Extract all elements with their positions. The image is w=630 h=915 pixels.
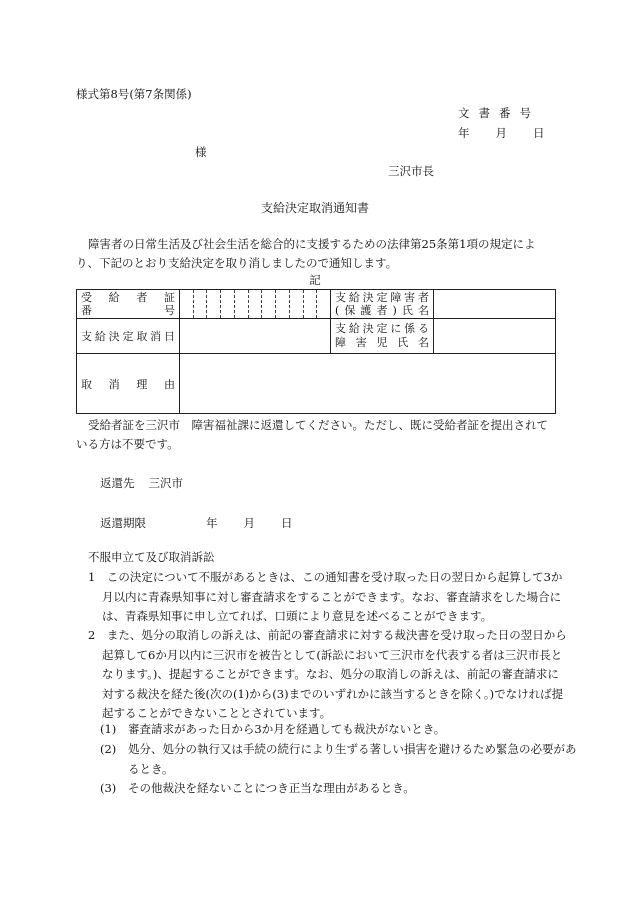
return-destination xyxy=(100,475,183,491)
sub-item-2-number: (2) xyxy=(100,742,117,756)
appeal-heading: 不服申立て及び取消訴訟 xyxy=(88,550,215,564)
disabled-name-label-line2: (保護者)氏名 xyxy=(335,304,429,317)
return-deadline-label: 返還期限 xyxy=(100,516,146,530)
return-destination-value: 三沢市 xyxy=(148,476,183,490)
child-name-label-line2: 障害児氏名 xyxy=(335,336,429,349)
issue-date-month: 月 xyxy=(495,126,507,140)
document-title: 支給決定取消通知書 xyxy=(260,201,369,215)
reason-label: 取 消 理 由 xyxy=(77,354,180,414)
sub-item-1-text: 審査請求があった日から3か月を経過しても裁決がないとき。 xyxy=(128,722,446,736)
sub-item-2-text: 処分、処分の執行又は手続の続行により生ずる著しい損害を避けるため緊急の必要があるとき。 xyxy=(128,742,577,776)
cert-label-line1: 受 給 者 証 xyxy=(81,291,175,304)
disabled-name-label-cell xyxy=(331,290,434,319)
addressee-suffix: 様 xyxy=(195,145,207,159)
form-number: 様式第8号(第7条関係) xyxy=(76,87,192,101)
sub-item-3-text: その他裁決を経ないことにつき正当な理由があるとき。 xyxy=(128,781,415,795)
return-destination-label: 返還先 xyxy=(100,476,135,490)
appeal-sub-item-1 xyxy=(100,720,584,740)
document-number-label: 文書番号 xyxy=(458,106,540,120)
child-name-label-cell xyxy=(331,319,434,354)
sub-item-1-number: (1) xyxy=(100,722,117,736)
cert-number-boxes xyxy=(180,290,330,318)
appeal-sub-item-3 xyxy=(100,779,584,799)
return-deadline-day: 日 xyxy=(281,516,293,530)
child-name-value xyxy=(434,319,556,354)
return-deadline-month: 月 xyxy=(243,516,255,530)
cancel-date-label: 支給決定取消日 xyxy=(77,319,180,354)
issuer: 三沢市長 xyxy=(388,164,434,178)
appeal-item-2: 2 また、処分の取消しの訴えは、前記の審査請求に対する裁決書を受け取った日の翌日から起算して6か月以内に三沢市を被告として(訴訟において三沢市を代表する者は三沢市長となります。)、提起することができます。なお、処分の取消しの訴えは、前記の審査請求に対する裁決を経た後(次の(1)から(3)までのいずれかに該当するときを除く。)でなければ提起することができないこととされています。 xyxy=(88,628,567,720)
return-note: 受給者証を三沢市 障害福祉課に返還してください。ただし、既に受給者証を提出されている方は不要です。 xyxy=(76,418,548,451)
issue-date xyxy=(458,125,545,141)
return-deadline-year: 年 xyxy=(206,516,218,530)
cancellation-table xyxy=(76,289,556,414)
ki-mark: 記 xyxy=(309,273,321,287)
sub-item-3-number: (3) xyxy=(100,781,117,795)
appeal-sub-item-2 xyxy=(100,740,584,779)
issue-date-day: 日 xyxy=(533,126,545,140)
reason-value xyxy=(180,354,556,414)
return-deadline xyxy=(100,515,293,531)
cancel-date-value xyxy=(180,319,331,354)
cert-number-label-cell xyxy=(77,290,180,319)
cert-label-line2: 番 号 xyxy=(81,304,175,317)
intro-paragraph: 障害者の日常生活及び社会生活を総合的に支援するための法律第25条第1項の規定により、下記のとおり支給決定を取り消しましたので通知します。 xyxy=(76,237,536,270)
child-name-label-line1: 支給決定に係る xyxy=(335,322,429,335)
cert-number-value xyxy=(180,290,331,319)
disabled-name-label-line1: 支給決定障害者 xyxy=(335,291,429,304)
issue-date-year: 年 xyxy=(458,126,470,140)
appeal-item-1: 1 この決定について不服があるときは、この通知書を受け取った日の翌日から起算して3か月以内に青森県知事に対し審査請求をすることができます。なお、審査請求をした場合には、青森県知事に申し立てれば、口頭により意見を述べることができます。 xyxy=(88,570,563,623)
disabled-name-value xyxy=(434,290,556,319)
